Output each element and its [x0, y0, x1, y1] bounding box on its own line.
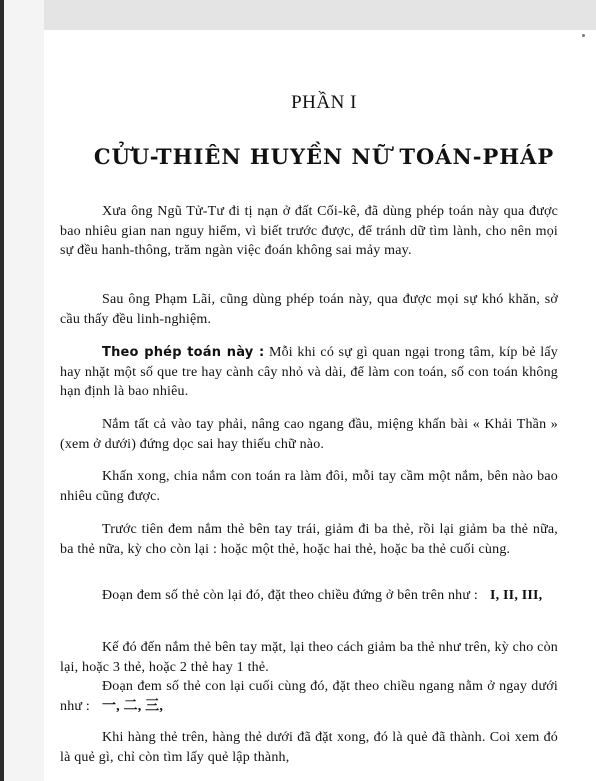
paragraph-3	[60, 343, 558, 402]
paragraph-10: Khi hàng thẻ trên, hàng thẻ dưới đã đặt xong, đó là quẻ đã thành. Coi xem đó là quẻ gì, chỉ còn tìm lấy quẻ lập thành,	[60, 730, 558, 765]
paragraph-1: Xưa ông Ngũ Tử-Tư đi tị nạn ở đất Cối-kê, đã dùng phép toán này qua được bao nhiêu gian nan nguy hiểm, vì biết trước được, để tránh dữ tìm lành, cho nên mọi sự đều hanh-thông, trăm ngàn việc đoán không sai mảy may.	[60, 204, 558, 258]
paragraph-5: Khấn xong, chia nắm con toán ra làm đôi, mỗi tay cầm một nắm, bên nào bao nhiêu cũng được.	[60, 469, 558, 504]
paragraph-9	[60, 677, 558, 716]
paragraph-2: Sau ông Phạm Lãi, cũng dùng phép toán này, qua được mọi sự khó khăn, sở cầu thấy đều linh-nghiệm.	[60, 292, 558, 327]
book-page	[44, 30, 596, 781]
paragraph-7-body: Đoạn đem số thẻ còn lại đó, đặt theo chiều đứng ở bên trên như :	[102, 588, 478, 603]
paragraph-8: Kế đó đến nắm thẻ bên tay mặt, lại theo cách giảm ba thẻ như trên, kỳ cho còn lại, hoặc 3 thẻ, hoặc 2 thẻ hay 1 thẻ.	[60, 640, 558, 675]
paragraph-4: Nắm tất cả vào tay phải, nâng cao ngang đầu, miệng khấn bài « Khải Thần » (xem ở dưới) đứng dọc sai hay thiếu chữ nào.	[60, 417, 558, 452]
chapter-title: CỬU-THIÊN HUYỀN NỮ TOÁN-PHÁP	[93, 144, 555, 169]
paragraph-3-body: Mỗi khi có sự gì quan ngại trong tâm, kíp bẻ lấy hay nhặt một số que tre hay cành cây nhỏ và dài, để làm con toán, số con toán không hạn định là bao nhiêu.	[60, 345, 558, 399]
paragraph-9-body: Đoạn đem số thẻ con lại cuối cùng đó, đặt theo chiều ngang nằm ở ngay dưới như :	[60, 679, 558, 714]
paragraph-7	[60, 586, 558, 606]
paragraph-6: Trước tiên đem nắm thẻ bên tay trái, giảm đi ba thẻ, rồi lại giảm ba thẻ nữa, ba thẻ nữa, kỳ cho còn lại : hoặc một thẻ, hoặc hai thẻ, hoặc ba thẻ cuối cùng.	[60, 522, 558, 557]
paragraph-3-lead: Theo phép toán này :	[102, 345, 265, 360]
vertical-tallies: I, II, III,	[489, 588, 543, 603]
speck	[582, 34, 585, 37]
scan-margin	[4, 0, 44, 781]
horizontal-tallies: 一, 二, 三,	[101, 698, 164, 714]
part-heading: PHẦN I	[291, 92, 357, 113]
